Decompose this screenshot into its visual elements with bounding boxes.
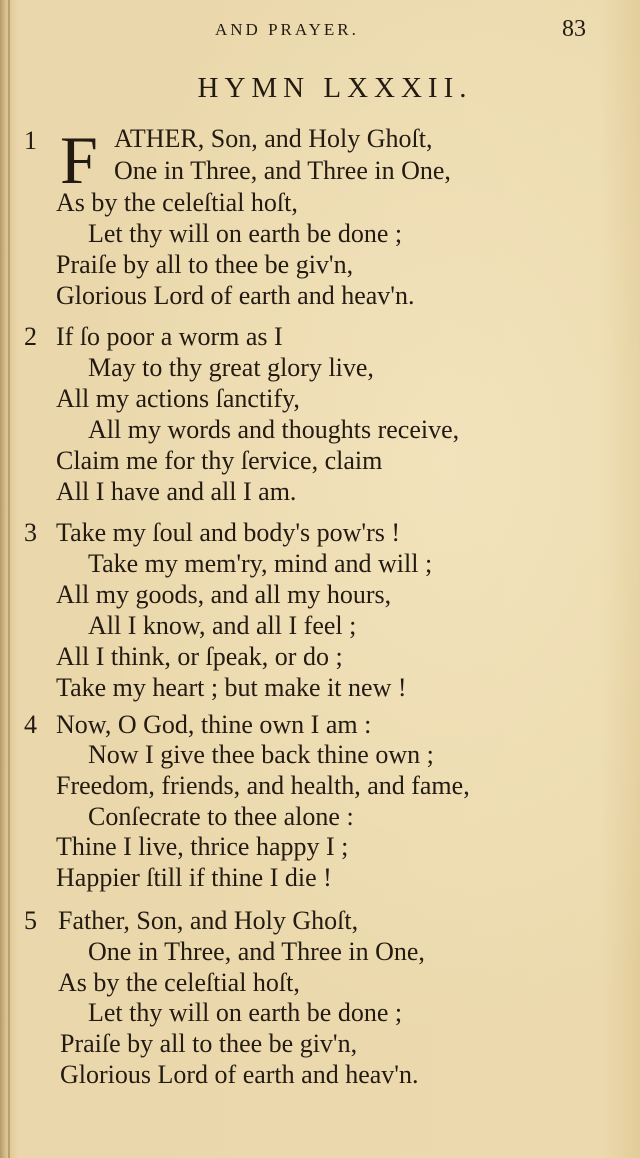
verse-line: Praiſe by all to thee be giv'n,	[56, 250, 354, 279]
verse-line: One in Three, and Three in One,	[114, 156, 451, 185]
verse-line: Freedom, friends, and health, and fame,	[56, 771, 470, 800]
verse-line: Claim me for thy ſervice, claim	[56, 446, 383, 475]
running-head	[0, 18, 640, 48]
verse-line: Conſecrate to thee alone :	[88, 802, 354, 831]
verse-line: Glorious Lord of earth and heav'n.	[60, 1060, 419, 1089]
verse-line: Thine I live, thrice happy I ;	[56, 832, 349, 861]
verse-line: Praiſe by all to thee be giv'n,	[60, 1029, 358, 1058]
verse-line: All my words and thoughts receive,	[88, 415, 460, 444]
verse-line: Let thy will on earth be done ;	[88, 219, 403, 248]
verse-line: As by the celeſtial hoſt,	[56, 188, 298, 217]
verse-line: All I know, and all I feel ;	[88, 611, 357, 640]
verse-line: Now I give thee back thine own ;	[88, 740, 434, 769]
stanza-number: 3	[24, 518, 37, 547]
verse-line: If ſo poor a worm as I	[56, 322, 283, 351]
drop-cap: F	[60, 122, 98, 198]
verse-line: Father, Son, and Holy Ghoſt,	[58, 906, 359, 935]
page-number: 83	[562, 16, 586, 42]
verse-line: Happier ſtill if thine I die !	[56, 863, 332, 892]
verse-line: All I think, or ſpeak, or do ;	[56, 642, 343, 671]
stanza-number: 4	[24, 710, 37, 739]
page-gutter	[8, 0, 10, 1158]
verse-line: May to thy great glory live,	[88, 353, 374, 382]
verse-line: ATHER, Son, and Holy Ghoſt,	[114, 124, 433, 153]
running-head-title: AND PRAYER.	[215, 20, 359, 39]
verse-line: Now, O God, thine own I am :	[56, 710, 372, 739]
hymn-title: HYMN LXXXII.	[197, 72, 473, 104]
verse-line: All my actions ſanctify,	[56, 384, 300, 413]
verse-line: All my goods, and all my hours,	[56, 580, 392, 609]
stanza-number: 1	[24, 126, 37, 155]
verse-line: One in Three, and Three in One,	[88, 937, 425, 966]
verse-line: All I have and all I am.	[56, 477, 297, 506]
stanza-number: 2	[24, 322, 37, 351]
verse-line: Let thy will on earth be done ;	[88, 998, 403, 1027]
verse-line: Take my heart ; but make it new !	[56, 673, 407, 702]
verse-line: As by the celeſtial hoſt,	[58, 968, 300, 997]
verse-line: Take my ſoul and body's pow'rs !	[56, 518, 401, 547]
stanza-number: 5	[24, 906, 37, 935]
verse-line: Take my mem'ry, mind and will ;	[88, 549, 433, 578]
verse-line: Glorious Lord of earth and heav'n.	[56, 281, 415, 310]
